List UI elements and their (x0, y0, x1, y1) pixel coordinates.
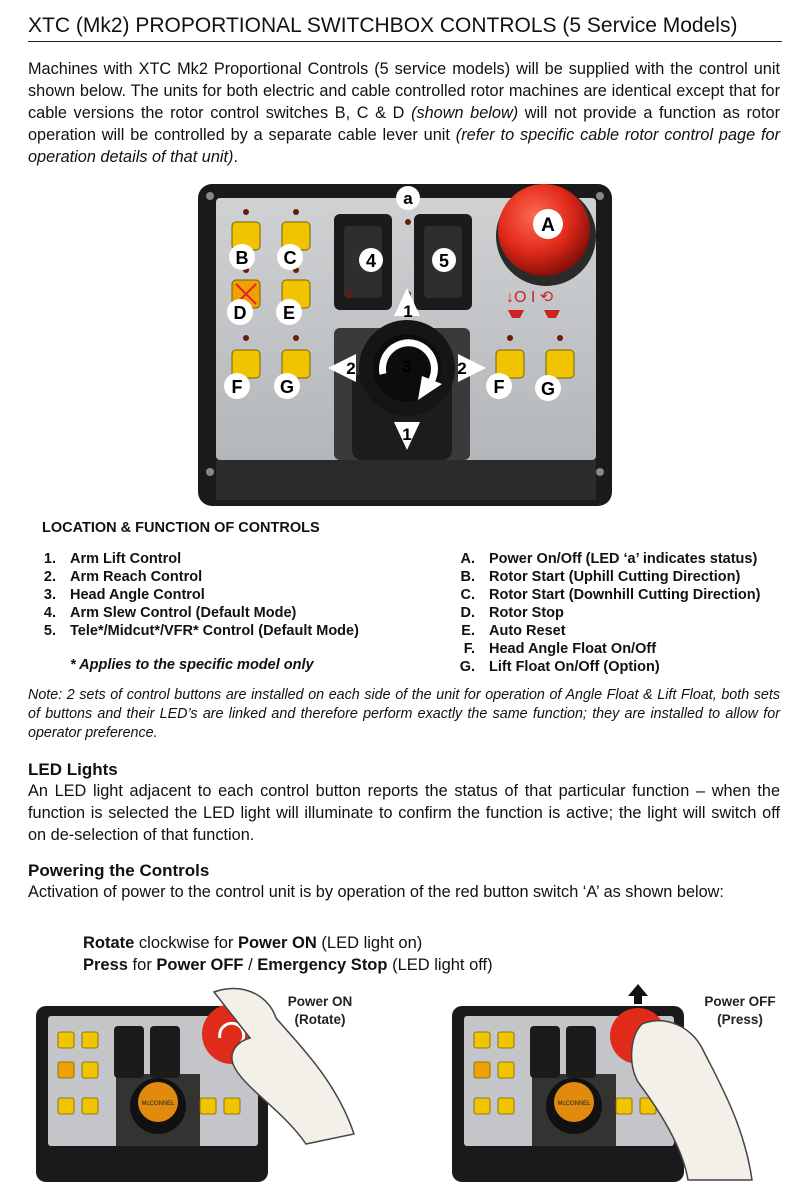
label-3: 3 (402, 357, 412, 376)
led-heading: LED Lights (28, 760, 118, 779)
list-item: 3. Head Angle Control (43, 587, 205, 603)
label-A: A (541, 215, 555, 236)
list-item: 1. Arm Lift Control (43, 551, 182, 567)
label-F-right: F (493, 377, 505, 397)
power-off-sublabel: (Press) (717, 1012, 763, 1027)
label-E: E (282, 303, 296, 323)
label-4: 4 (365, 251, 377, 271)
press-arrow-icon (628, 984, 648, 1004)
list-item: A. Power On/Off (LED ‘a’ indicates status) (460, 551, 758, 567)
brand-label: McCONNEL (557, 1101, 591, 1107)
label-D: D (233, 303, 247, 323)
list-item: E. Auto Reset (461, 623, 566, 639)
lettered-controls-list (447, 550, 760, 676)
label-a: a (403, 189, 413, 208)
footnote: * Applies to the specific model only (70, 657, 314, 673)
note-paragraph: Note: 2 sets of control buttons are installed on each side of the unit for operation of Angle Float & Lift Float, both sets of buttons and their LED’s are linked and therefore perform exactly the same function; they are installed to allow for operator preference. (28, 687, 780, 741)
label-2-right: 2 (457, 359, 467, 378)
label-C: C (283, 248, 297, 268)
label-B: B (235, 248, 249, 268)
label-1-bottom: 1 (402, 425, 412, 444)
powering-paragraph: Activation of power to the control unit is by operation of the red button switch ‘A’ as shown below: (28, 883, 724, 901)
brand-label: McCONNEL (141, 1101, 175, 1107)
powering-heading: Powering the Controls (28, 861, 210, 880)
label-G-left: G (279, 377, 295, 397)
rotate-instruction: Rotate clockwise for Power ON (LED light on) (83, 934, 423, 952)
list-item: 2. Arm Reach Control (43, 569, 203, 585)
power-off-label: Power OFF (704, 994, 776, 1009)
label-G-right: G (540, 379, 556, 399)
press-instruction: Press for Power OFF / Emergency Stop (LED light off) (83, 956, 493, 974)
label-1-top: 1 (403, 302, 413, 321)
led-paragraph: An LED light adjacent to each control button reports the status of that particular function – when the function is selected the LED light will illuminate to confirm the function is active; the light will switch off on de-selection of that function. (28, 782, 780, 844)
power-on-label: Power ON (287, 994, 353, 1009)
list-item: C. Rotor Start (Downhill Cutting Direction) (460, 587, 761, 603)
label-F-left: F (231, 377, 243, 397)
location-heading: LOCATION & FUNCTION OF CONTROLS (42, 520, 320, 536)
list-item: G. Lift Float On/Off (Option) (459, 659, 660, 675)
list-item: D. Rotor Stop (460, 605, 564, 621)
power-on-photo (36, 984, 366, 1184)
label-5: 5 (438, 251, 450, 271)
list-item: 4. Arm Slew Control (Default Mode) (43, 605, 297, 621)
intro-paragraph: Machines with XTC Mk2 Proportional Controls (5 service models) will be supplied with the control unit shown below. The units for both electric and cable controlled rotor machines are identical except that for cable versions the rotor control switches B, C & D (shown below) will not provide a function as rotor operation will be controlled by a separate cable lever unit (refer to specific cable rotor control page for operation details of that unit). (28, 60, 781, 166)
power-off-photo (452, 984, 792, 1184)
control-unit-diagram (196, 178, 616, 512)
svg-text:↓O I ⟲: ↓O I ⟲ (506, 289, 554, 306)
power-on-sublabel: (Rotate) (294, 1012, 346, 1027)
list-item: 5. Tele*/Midcut*/VFR* Control (Default Mode) (43, 623, 359, 639)
list-item: F. Head Angle Float On/Off (463, 641, 657, 657)
page-title: XTC (Mk2) PROPORTIONAL SWITCHBOX CONTROLS (5 Service Models) (28, 14, 782, 42)
numbered-controls-list (28, 550, 359, 640)
list-item: B. Rotor Start (Uphill Cutting Direction) (460, 569, 741, 585)
label-2-left: 2 (346, 359, 356, 378)
